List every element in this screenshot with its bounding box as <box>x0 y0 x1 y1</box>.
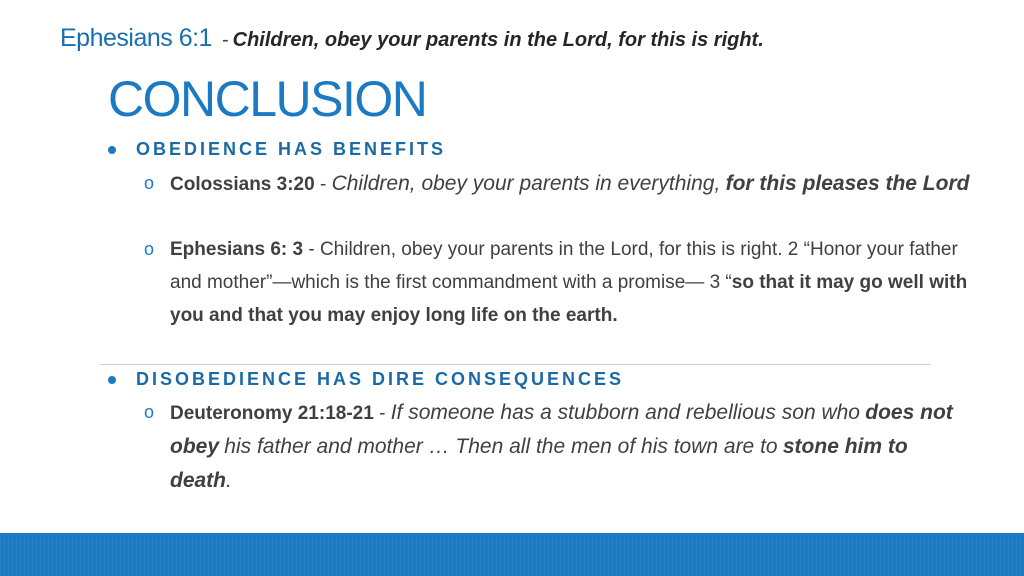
list-item <box>144 396 954 498</box>
section-heading: DISOBEDIENCE HAS DIRE CONSEQUENCES <box>136 369 625 389</box>
section-heading: OBEDIENCE HAS BENEFITS <box>136 139 447 159</box>
bullet-circle-icon: o <box>144 173 155 193</box>
slide-title: CONCLUSION <box>108 71 427 127</box>
header-reference: Ephesians 6:1 <box>60 24 212 52</box>
footer-bar <box>0 538 1024 576</box>
list-item <box>144 167 994 201</box>
section-heading-row <box>108 369 624 390</box>
verse-emphasis: does not obey <box>170 401 953 458</box>
list-item-body <box>170 233 994 332</box>
verse-emphasis: for this pleases the Lord <box>725 172 970 195</box>
verse-text: Children, obey your parents in the Lord, for this is right. 2 “Honor your father and mother”—which is the first commandment with a promise— 3 “ <box>170 239 958 293</box>
verse-reference: Ephesians 6: 3 <box>170 239 304 260</box>
bullet-dot-icon <box>108 376 116 384</box>
header-quote: Children, obey your parents in the Lord, for this is right. <box>232 29 764 51</box>
section-divider <box>100 364 930 365</box>
verse-separator: - <box>373 403 391 424</box>
bullet-circle-icon: o <box>144 239 155 259</box>
verse-end: . <box>226 469 232 492</box>
verse-reference: Deuteronomy 21:18-21 <box>170 403 374 424</box>
verse-separator: - <box>303 239 320 260</box>
section-heading-row <box>108 139 446 160</box>
verse-separator: - <box>314 174 332 195</box>
verse-text: Children, obey your parents in everything <box>331 172 715 195</box>
slide-header <box>60 24 1010 53</box>
verse-comma: , <box>714 172 721 195</box>
header-dash: - <box>221 29 229 51</box>
bullet-circle-icon: o <box>144 402 155 422</box>
bullet-dot-icon <box>108 146 116 154</box>
list-item <box>144 233 994 332</box>
list-item-body <box>170 167 994 201</box>
list-item-body <box>170 396 954 498</box>
verse-emphasis: stone him to death <box>170 435 908 492</box>
verse-text: his father and mother … Then all the men of his town are to <box>224 435 778 458</box>
verse-reference: Colossians 3:20 <box>170 174 315 195</box>
verse-text: If someone has a stubborn and rebellious son who <box>390 401 860 424</box>
verse-emphasis: so that it may go well with you and that you may enjoy long life on the earth. <box>170 272 968 326</box>
